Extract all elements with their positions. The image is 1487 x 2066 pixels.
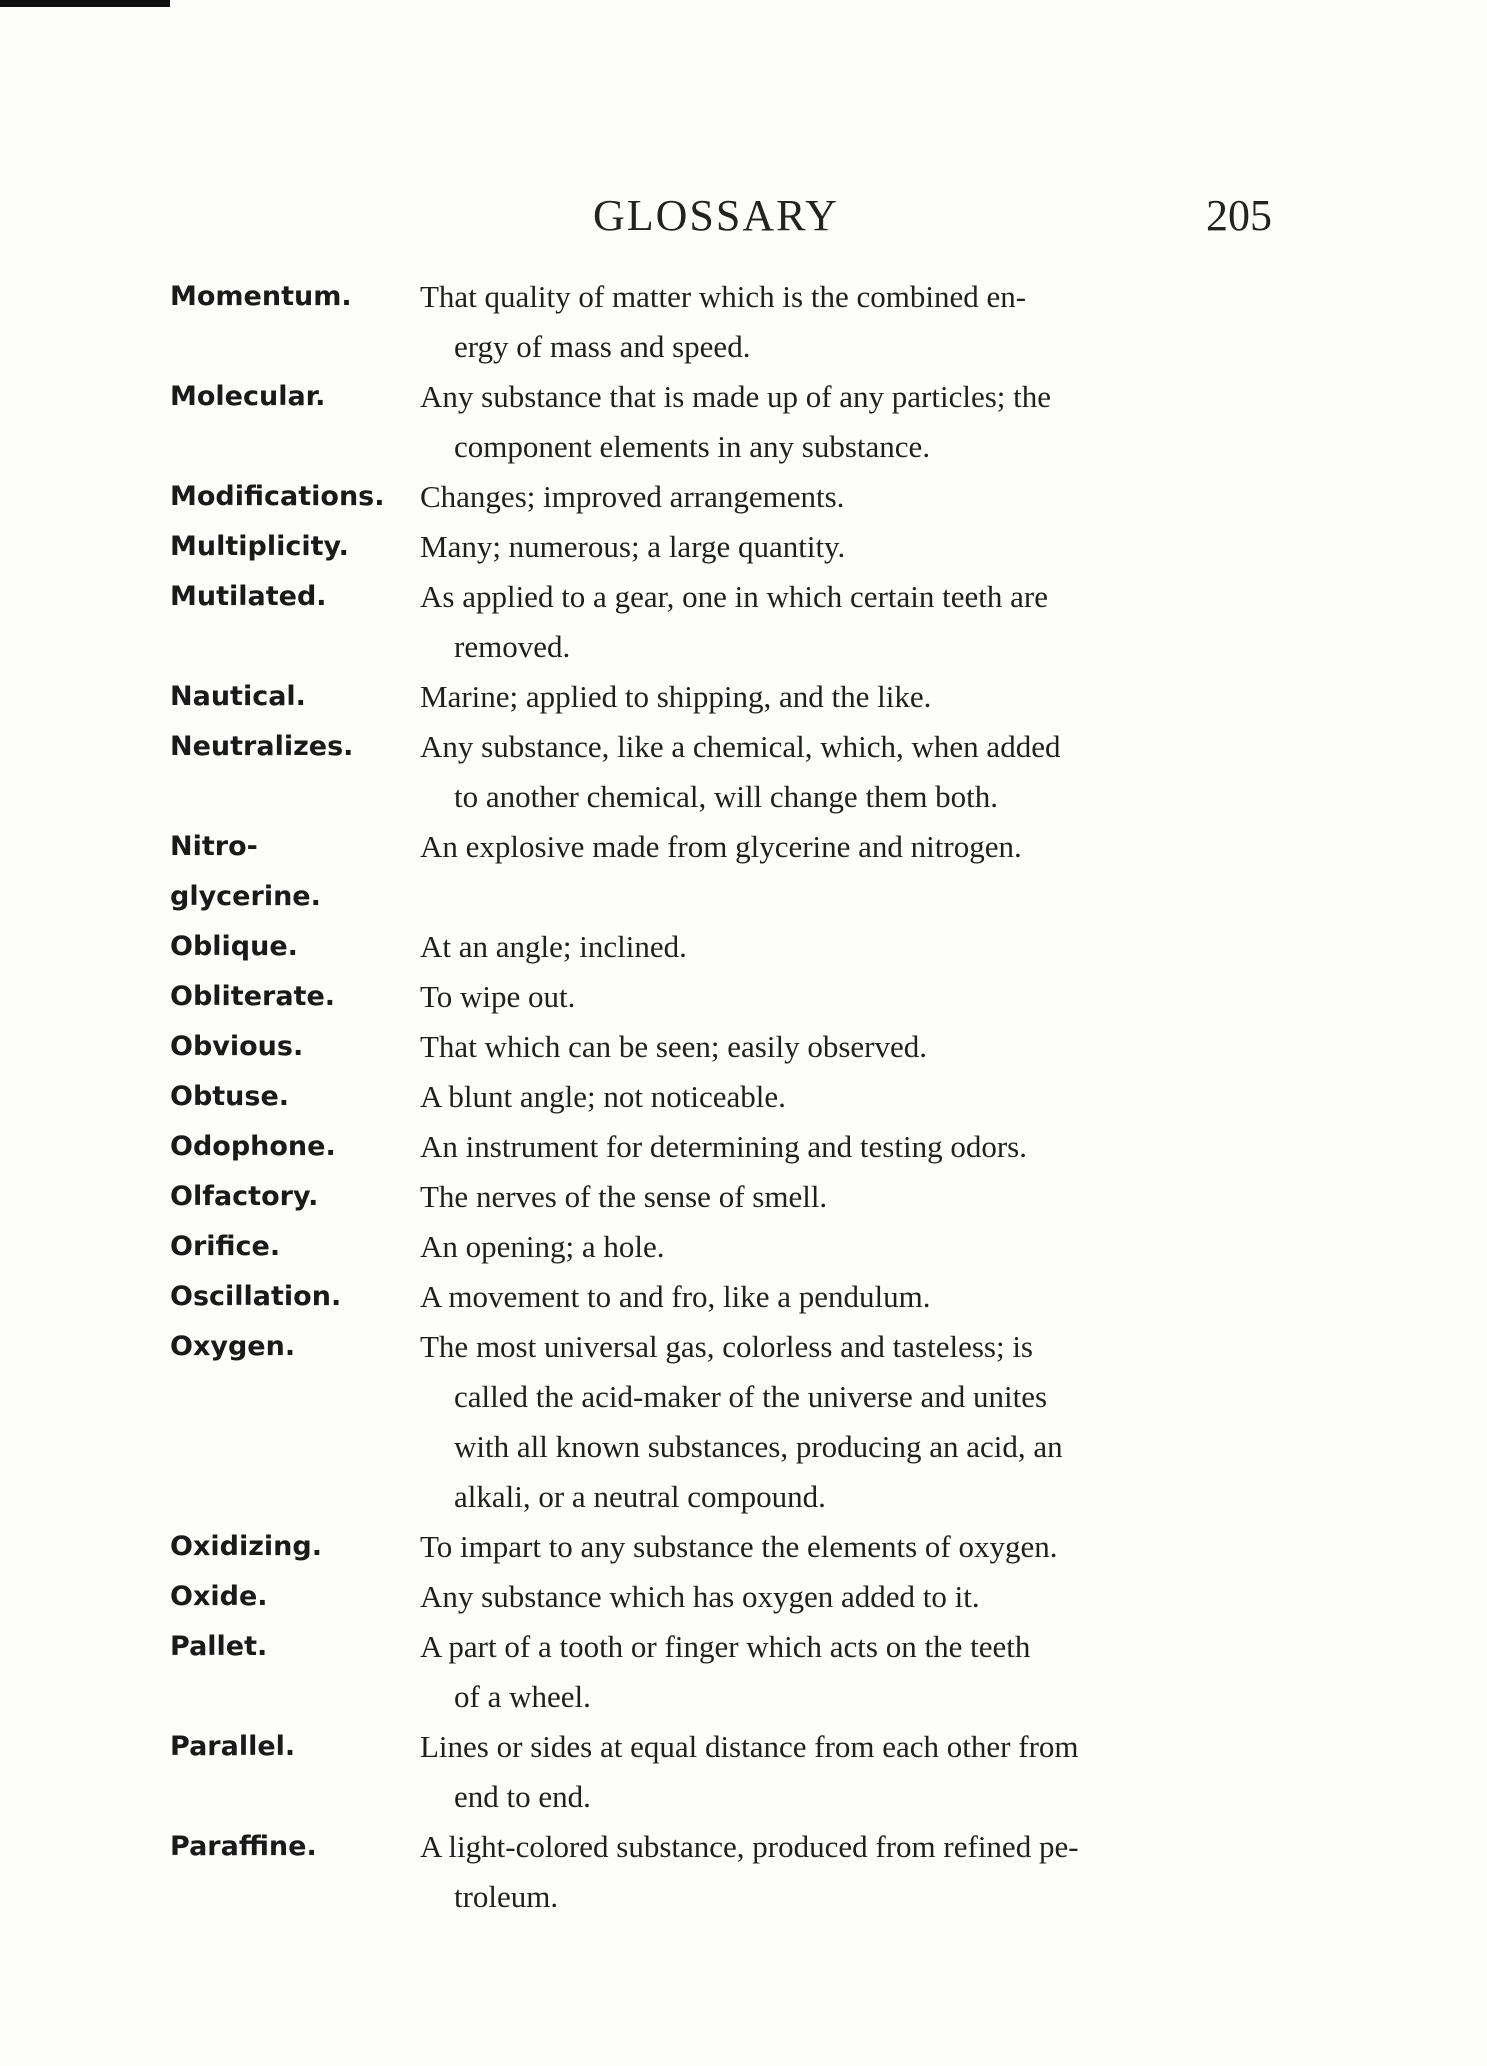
glossary-entry	[170, 822, 1280, 872]
glossary-entry	[170, 1222, 1280, 1272]
definition-line: Any substance that is made up of any particles; the	[420, 379, 1052, 414]
definition-line: That quality of matter which is the combined en-	[420, 279, 1027, 314]
definition-line: called the acid-maker of the universe and unites	[454, 1379, 1048, 1414]
definition-line: The most universal gas, colorless and tasteless; is	[420, 1329, 1033, 1364]
glossary-entry	[170, 1322, 1280, 1522]
glossary-term: Odophone.	[170, 1131, 336, 1162]
glossary-definition	[420, 672, 1280, 722]
definition-line: Any substance which has oxygen added to it.	[420, 1579, 980, 1614]
definition-line: alkali, or a neutral compound.	[454, 1479, 826, 1514]
definition-line: An explosive made from glycerine and nitrogen.	[420, 829, 1022, 864]
glossary-definition	[420, 372, 1280, 472]
glossary-term: Momentum.	[170, 281, 352, 312]
glossary-entry	[170, 922, 1280, 972]
glossary-entry	[170, 672, 1280, 722]
definition-line: A light-colored substance, produced from refined pe-	[420, 1829, 1079, 1864]
definition-line: to another chemical, will change them both.	[454, 779, 999, 814]
definition-line: A part of a tooth or finger which acts on the teeth	[420, 1629, 1031, 1664]
glossary-entry	[170, 872, 1280, 922]
glossary-term: Parallel.	[170, 1731, 296, 1762]
glossary-term: Pallet.	[170, 1631, 268, 1662]
running-head: GLOSSARY	[593, 191, 839, 240]
glossary-entry	[170, 1022, 1280, 1072]
glossary-definition	[420, 1322, 1280, 1522]
glossary-term: Mutilated.	[170, 581, 327, 612]
glossary-term: glycerine.	[170, 881, 321, 912]
glossary-term: Oxygen.	[170, 1331, 296, 1362]
definition-line: troleum.	[454, 1879, 559, 1914]
glossary-entry	[170, 472, 1280, 522]
glossary-term: Obvious.	[170, 1031, 304, 1062]
glossary-entry	[170, 1172, 1280, 1222]
definition-line: component elements in any substance.	[454, 429, 931, 464]
glossary-entry	[170, 722, 1280, 822]
definition-line: An opening; a hole.	[420, 1229, 665, 1264]
glossary-term: Modifications.	[170, 481, 385, 512]
definition-line: Marine; applied to shipping, and the like.	[420, 679, 932, 714]
glossary-definition	[420, 1522, 1280, 1572]
glossary-definition	[420, 572, 1280, 672]
glossary-entry	[170, 1272, 1280, 1322]
glossary-entry	[170, 572, 1280, 672]
corner-rule	[0, 0, 170, 7]
definition-line: An instrument for determining and testing odors.	[420, 1129, 1027, 1164]
definition-line: Changes; improved arrangements.	[420, 479, 845, 514]
definition-line: Any substance, like a chemical, which, when added	[420, 729, 1061, 764]
definition-line: That which can be seen; easily observed.	[420, 1029, 928, 1064]
definition-line: To wipe out.	[420, 979, 576, 1014]
glossary-term: Paraffine.	[170, 1831, 317, 1862]
glossary-definition	[420, 1722, 1280, 1822]
glossary-entry	[170, 1522, 1280, 1572]
glossary-entry	[170, 522, 1280, 572]
definition-line: At an angle; inclined.	[420, 929, 687, 964]
glossary-definition	[420, 722, 1280, 822]
definition-line: with all known substances, producing an acid, an	[454, 1429, 1063, 1464]
glossary-definition	[420, 822, 1280, 872]
glossary-definition	[420, 1822, 1280, 1922]
glossary-definition	[420, 1622, 1280, 1722]
glossary-entry	[170, 1822, 1280, 1922]
definition-line: ergy of mass and speed.	[454, 329, 751, 364]
glossary-definition	[420, 922, 1280, 972]
glossary-definition	[420, 972, 1280, 1022]
glossary-definition	[420, 1272, 1280, 1322]
glossary-term: Obliterate.	[170, 981, 336, 1012]
glossary-entry	[170, 972, 1280, 1022]
definition-line: Lines or sides at equal distance from each other from	[420, 1729, 1079, 1764]
definition-line: of a wheel.	[454, 1679, 591, 1714]
glossary-entry	[170, 1722, 1280, 1822]
definition-line: removed.	[454, 629, 571, 664]
glossary-definition	[420, 1222, 1280, 1272]
glossary-term: Obtuse.	[170, 1081, 290, 1112]
glossary-definition	[420, 522, 1280, 572]
glossary-term: Nitro-	[170, 831, 258, 862]
glossary-definition	[420, 1022, 1280, 1072]
glossary-entry	[170, 1572, 1280, 1622]
glossary-term: Neutralizes.	[170, 731, 354, 762]
definition-line: A movement to and fro, like a pendulum.	[420, 1279, 931, 1314]
glossary-term: Oscillation.	[170, 1281, 342, 1312]
glossary-term: Oxide.	[170, 1581, 268, 1612]
glossary-term: Multiplicity.	[170, 531, 349, 562]
glossary-term: Orifice.	[170, 1231, 281, 1262]
glossary-term: Olfactory.	[170, 1181, 319, 1212]
definition-line: To impart to any substance the elements of oxygen.	[420, 1529, 1058, 1564]
glossary-term: Nautical.	[170, 681, 306, 712]
glossary-entry	[170, 272, 1280, 372]
glossary-list	[170, 272, 1280, 1922]
glossary-entry	[170, 372, 1280, 472]
glossary-entry	[170, 1622, 1280, 1722]
glossary-definition	[420, 472, 1280, 522]
glossary-definition	[420, 272, 1280, 372]
glossary-definition	[420, 1172, 1280, 1222]
definition-line: As applied to a gear, one in which certain teeth are	[420, 579, 1048, 614]
glossary-entry	[170, 1122, 1280, 1172]
glossary-term: Molecular.	[170, 381, 326, 412]
glossary-term: Oxidizing.	[170, 1531, 322, 1562]
definition-line: The nerves of the sense of smell.	[420, 1179, 828, 1214]
glossary-term: Oblique.	[170, 931, 298, 962]
glossary-definition	[420, 1122, 1280, 1172]
glossary-entry	[170, 1072, 1280, 1122]
page-number: 205	[1206, 191, 1272, 240]
definition-line: end to end.	[454, 1779, 591, 1814]
glossary-definition	[420, 1072, 1280, 1122]
definition-line: A blunt angle; not noticeable.	[420, 1079, 786, 1114]
definition-line: Many; numerous; a large quantity.	[420, 529, 846, 564]
glossary-definition	[420, 1572, 1280, 1622]
